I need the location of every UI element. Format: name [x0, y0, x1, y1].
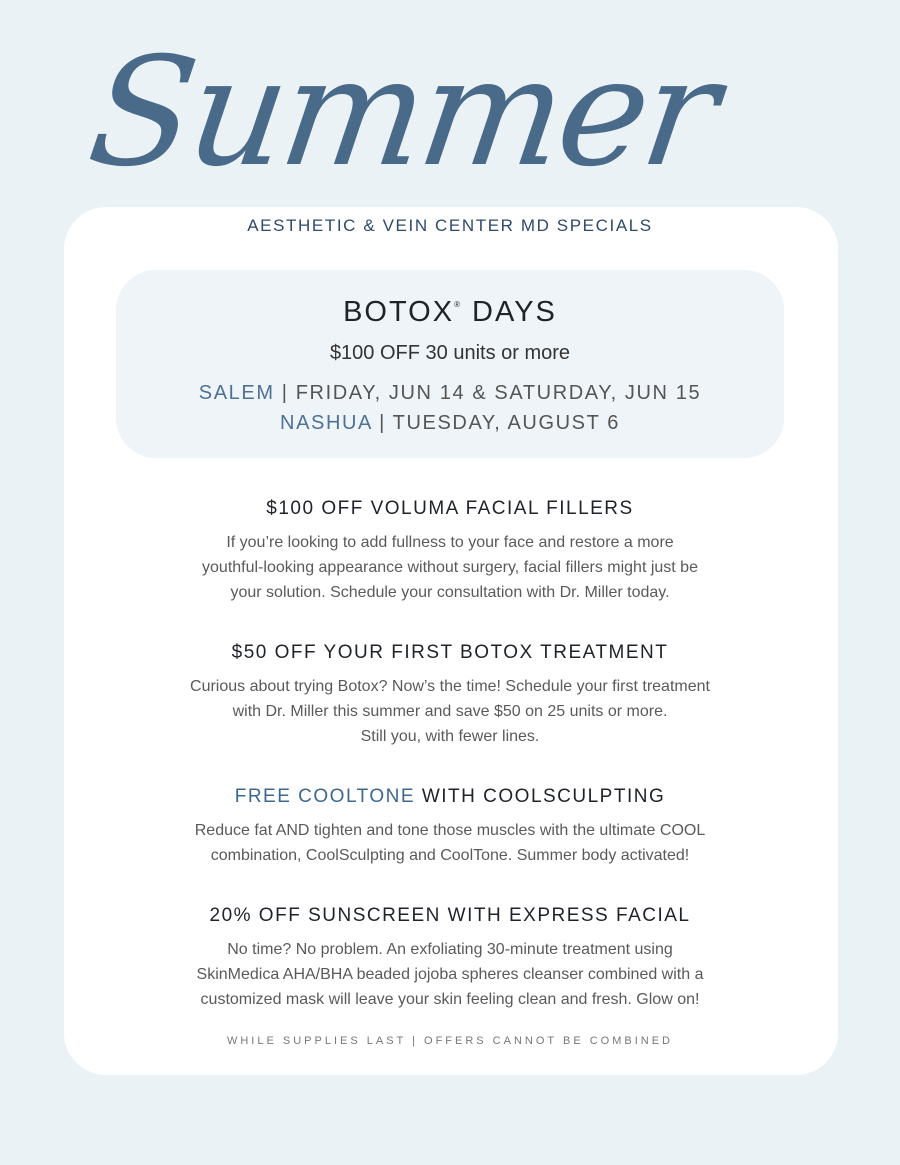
heading-rest: WITH COOLSCULPTING	[415, 786, 666, 807]
special-line: combination, CoolSculpting and CoolTone. Summer body activated!	[210, 847, 690, 864]
separator: |	[274, 382, 296, 404]
special-voluma	[0, 498, 900, 605]
dates: TUESDAY, AUGUST 6	[392, 412, 620, 434]
days-word: DAYS	[462, 296, 557, 328]
special-line: customized mask will leave your skin feeling clean and fresh. Glow on!	[200, 991, 700, 1008]
summer-script-title: Summer	[79, 26, 725, 200]
dates: FRIDAY, JUN 14 & SATURDAY, JUN 15	[295, 382, 702, 404]
special-first-botox	[0, 642, 900, 749]
special-line: Still you, with fewer lines.	[360, 728, 540, 745]
heading-highlight: FREE COOLTONE	[234, 786, 416, 807]
city-name: NASHUA	[280, 412, 372, 434]
special-line: No time? No problem. An exfoliating 30-minute treatment using	[227, 941, 673, 958]
registered-mark: ®	[454, 300, 462, 309]
botox-days-title	[116, 296, 784, 329]
botox-word: BOTOX	[343, 296, 455, 328]
special-heading: $50 OFF YOUR FIRST BOTOX TREATMENT	[231, 642, 669, 663]
special-line: Reduce fat AND tighten and tone those muscles with the ultimate COOL	[194, 822, 706, 839]
special-line: youthful-looking appearance without surgery, facial fillers might just be	[202, 559, 698, 576]
special-cooltone	[0, 786, 900, 868]
botox-days-panel	[116, 270, 784, 458]
subtitle: AESTHETIC & VEIN CENTER MD SPECIALS	[247, 216, 653, 235]
special-line: SkinMedica AHA/BHA beaded jojoba spheres cleanser combined with a	[196, 966, 704, 983]
separator: |	[371, 412, 393, 434]
botox-offer: $100 OFF 30 units or more	[329, 342, 571, 364]
special-express-facial	[0, 905, 900, 1012]
special-heading	[0, 786, 900, 818]
special-heading: $100 OFF VOLUMA FACIAL FILLERS	[266, 498, 634, 519]
location-salem	[116, 382, 784, 405]
location-nashua	[116, 412, 784, 435]
special-line: If you’re looking to add fullness to your face and restore a more	[226, 534, 674, 551]
special-heading: 20% OFF SUNSCREEN WITH EXPRESS FACIAL	[209, 905, 691, 926]
special-line: your solution. Schedule your consultation with Dr. Miller today.	[230, 584, 670, 601]
special-line: Curious about trying Botox? Now’s the time! Schedule your first treatment	[190, 678, 710, 695]
footer-disclaimer: WHILE SUPPLIES LAST | OFFERS CANNOT BE COMBINED	[226, 1035, 673, 1047]
city-name: SALEM	[198, 382, 275, 404]
special-line: with Dr. Miller this summer and save $50 on 25 units or more.	[232, 703, 668, 720]
